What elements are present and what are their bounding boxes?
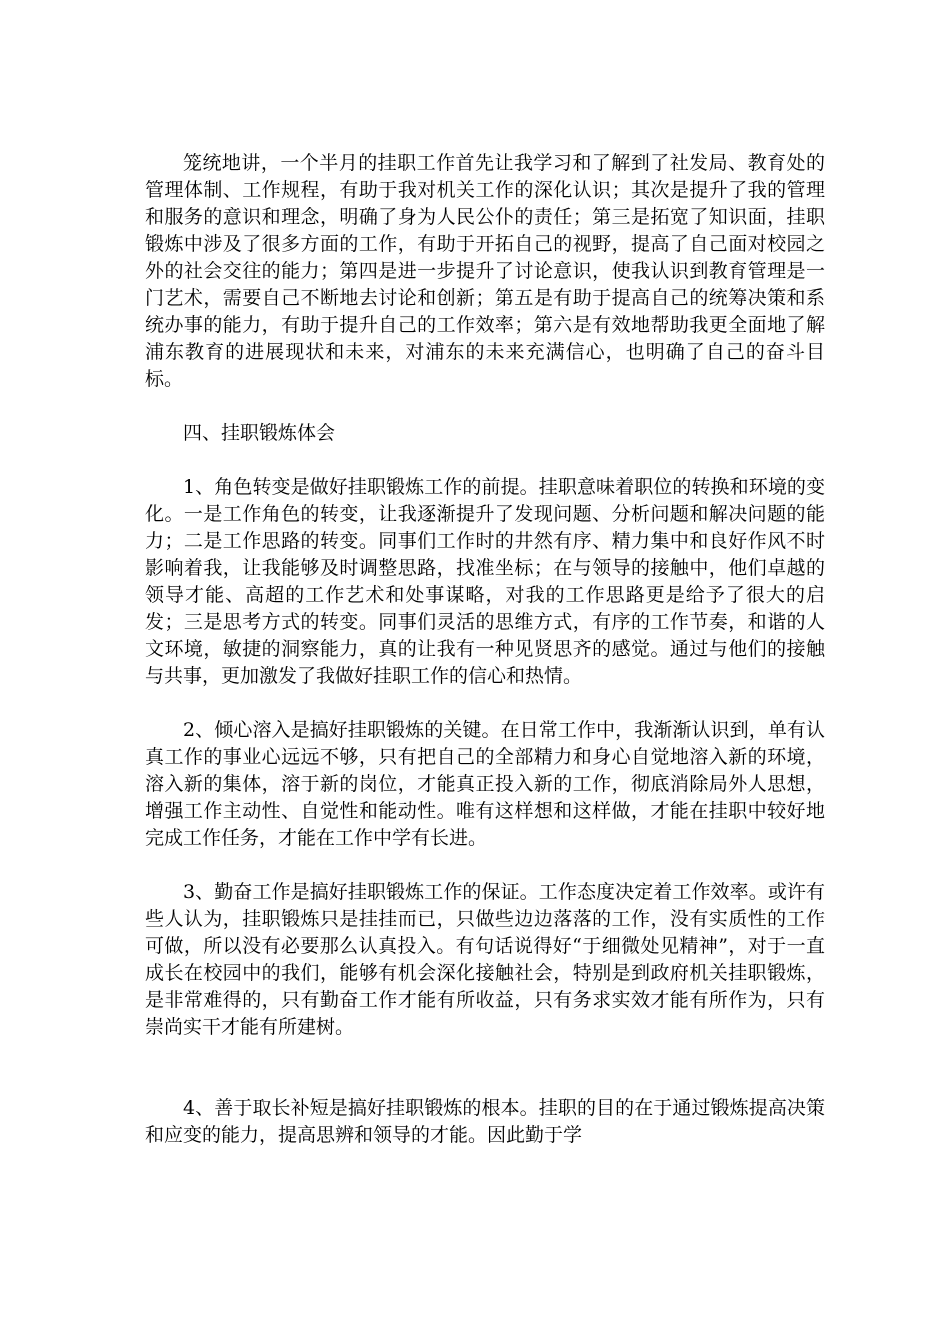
paragraph-point-1: 1、角色转变是做好挂职锻炼工作的前提。挂职意味着职位的转换和环境的变化。一是工作角色的转变，让我逐渐提升了发现问题、分析问题和解决问题的能力；二是工作思路的转变。同事们工作时的井然有序、精力集中和良好作风不时影响着我，让我能够及时调整思路，找准坐标；在与领导的接触中，他们卓越的领导才能、高超的工作艺术和处事谋略，对我的工作思路更是给予了很大的启发；三是思考方式的转变。同事们灵活的思维方式，有序的工作节奏，和谐的人文环境，敏捷的洞察能力，真的让我有一种见贤思齐的感觉。通过与他们的接触与共事，更加激发了我做好挂职工作的信心和热情。 <box>145 476 825 687</box>
section-heading: 四、挂职锻炼体会 <box>183 422 336 444</box>
paragraph-summary: 笼统地讲，一个半月的挂职工作首先让我学习和了解到了社发局、教育处的管理体制、工作规程，有助于我对机关工作的深化认识；其次是提升了我的管理和服务的意识和理念，明确了身为人民公仆的责任；第三是拓宽了知识面，挂职锻炼中涉及了很多方面的工作，有助于开拓自己的视野，提高了自己面对校园之外的社会交往的能力；第四是进一步提升了讨论意识，使我认识到教育管理是一门艺术，需要自己不断地去讨论和创新；第五是有助于提高自己的统筹决策和系统办事的能力，有助于提升自己的工作效率；第六是有效地帮助我更全面地了解浦东教育的进展现状和未来，对浦东的未来充满信心，也明确了自己的奋斗目标。 <box>145 152 825 390</box>
paragraph-point-2: 2、倾心溶入是搞好挂职锻炼的关键。在日常工作中，我渐渐认识到，单有认真工作的事业心远远不够，只有把自己的全部精力和身心自觉地溶入新的环境，溶入新的集体，溶于新的岗位，才能真正投入新的工作，彻底消除局外人思想，增强工作主动性、自觉性和能动性。唯有这样想和这样做，才能在挂职中较好地完成工作任务，才能在工作中学有长进。 <box>145 719 825 849</box>
paragraph-point-3: 3、勤奋工作是搞好挂职锻炼工作的保证。工作态度决定着工作效率。或许有些人认为，挂职锻炼只是挂挂而已，只做些边边落落的工作，没有实质性的工作可做，所以没有必要那么认真投入。有句话说得好“于细微处见精神”，对于一直成长在校园中的我们，能够有机会深化接触社会，特别是到政府机关挂职锻炼，是非常难得的，只有勤奋工作才能有所收益，只有务求实效才能有所作为，只有崇尚实干才能有所建树。 <box>145 881 825 1038</box>
paragraph-point-4: 4、善于取长补短是搞好挂职锻炼的根本。挂职的目的在于通过锻炼提高决策和应变的能力，提高思辨和领导的才能。因此勤于学 <box>145 1097 825 1146</box>
blank-gap <box>145 1068 825 1095</box>
document-page <box>145 150 825 1176</box>
